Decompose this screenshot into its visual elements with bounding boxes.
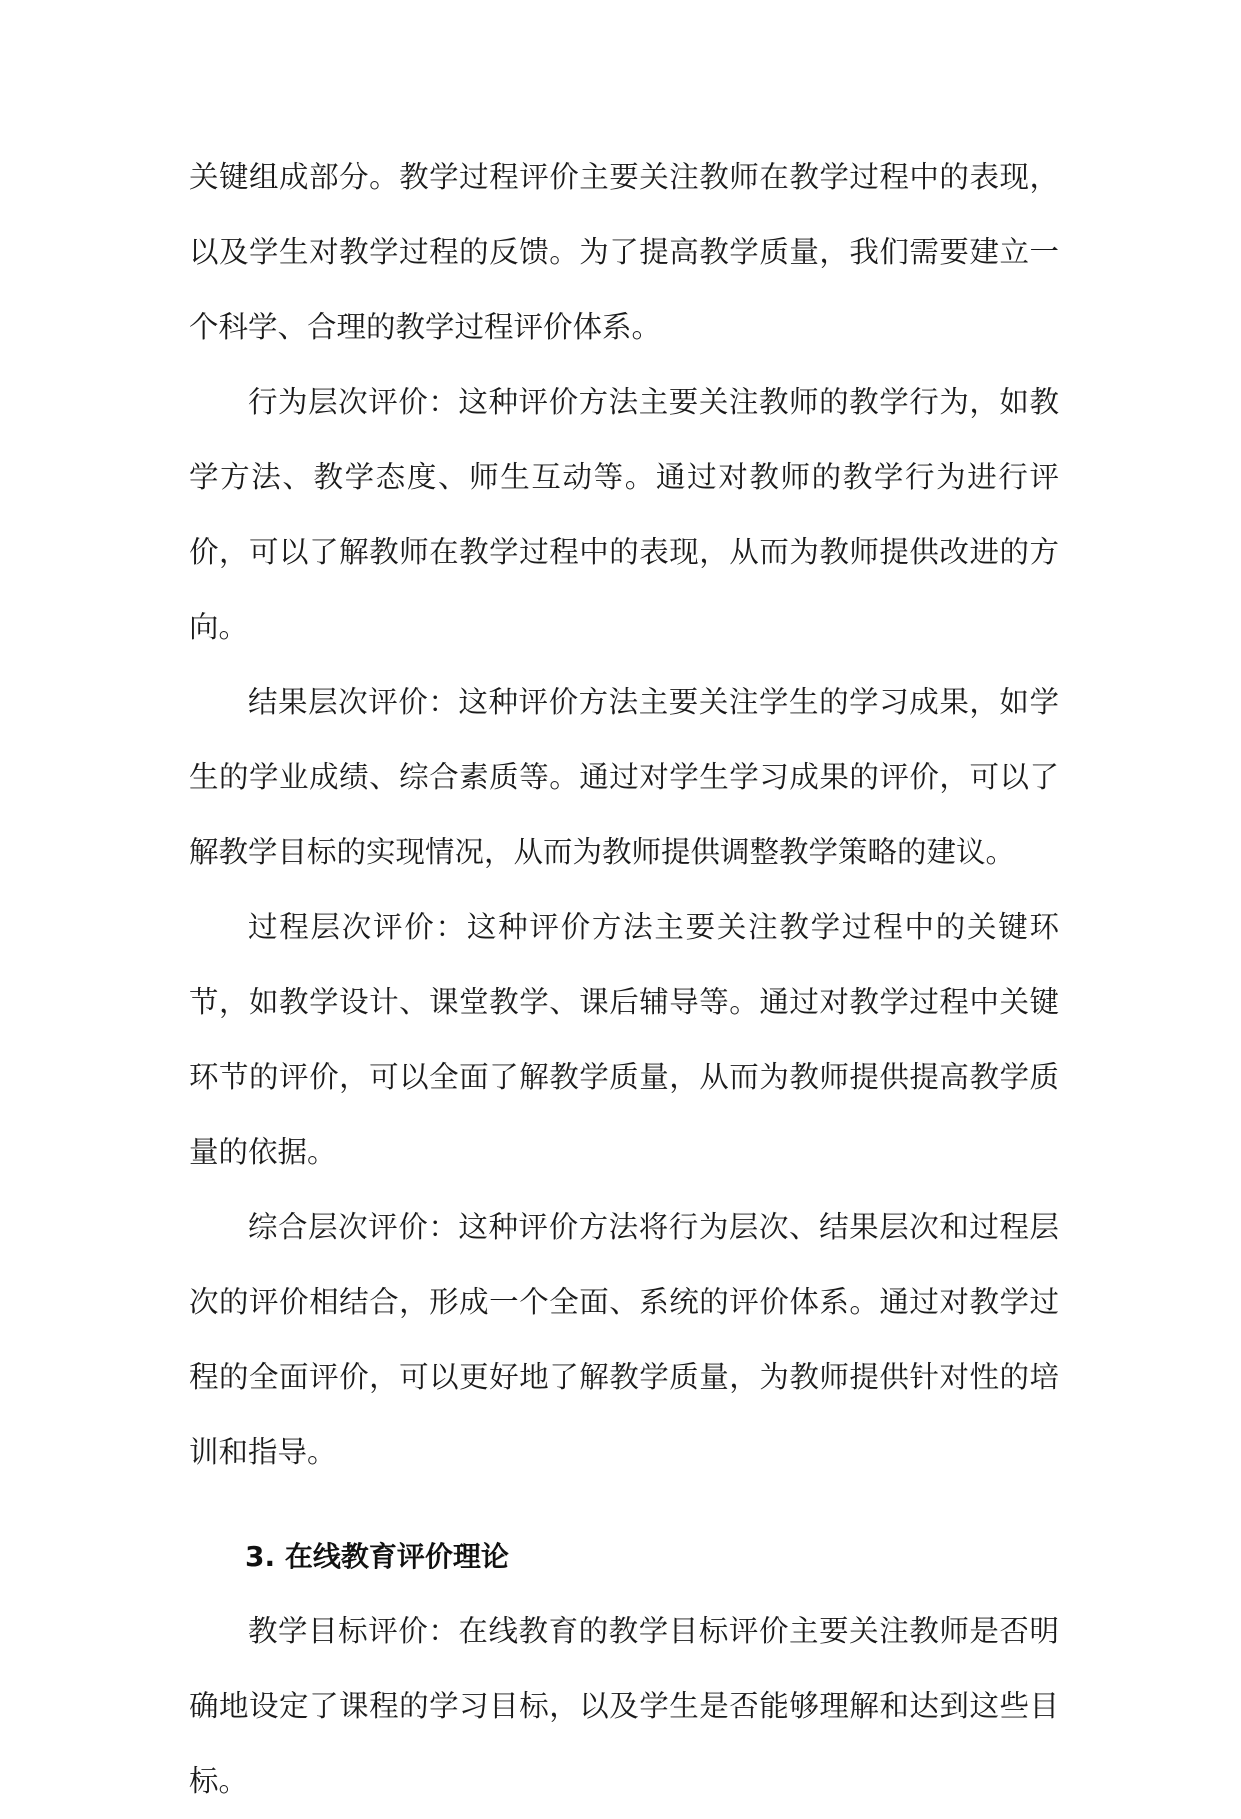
paragraph-comprehensive-level: 综合层次评价：这种评价方法将行为层次、结果层次和过程层次的评价相结合，形成一个全面、系统的评价体系。通过对教学过程的全面评价，可以更好地了解教学质量，为教师提供针对性的培训和指导。 xyxy=(189,1210,1059,1469)
document-body xyxy=(189,140,1059,1819)
paragraph-teaching-goal: 教学目标评价：在线教育的教学目标评价主要关注教师是否明确地设定了课程的学习目标，以及学生是否能够理解和达到这些目标。 xyxy=(189,1614,1059,1798)
section-heading: 3. 在线教育评价理论 xyxy=(245,1540,509,1573)
paragraph-process-level: 过程层次评价：这种评价方法主要关注教学过程中的关键环节，如教学设计、课堂教学、课后辅导等。通过对教学过程中关键环节的评价，可以全面了解教学质量，从而为教师提供提高教学质量的依据。 xyxy=(189,910,1059,1169)
paragraph-continuation: 关键组成部分。教学过程评价主要关注教师在教学过程中的表现，以及学生对教学过程的反馈。为了提高教学质量，我们需要建立一个科学、合理的教学过程评价体系。 xyxy=(189,160,1059,344)
paragraph-result-level: 结果层次评价：这种评价方法主要关注学生的学习成果，如学生的学业成绩、综合素质等。通过对学生学习成果的评价，可以了解教学目标的实现情况，从而为教师提供调整教学策略的建议。 xyxy=(189,685,1059,869)
paragraph-behavior-level: 行为层次评价：这种评价方法主要关注教师的教学行为，如教学方法、教学态度、师生互动等。通过对教师的教学行为进行评价，可以了解教师在教学过程中的表现，从而为教师提供改进的方向。 xyxy=(189,385,1059,644)
